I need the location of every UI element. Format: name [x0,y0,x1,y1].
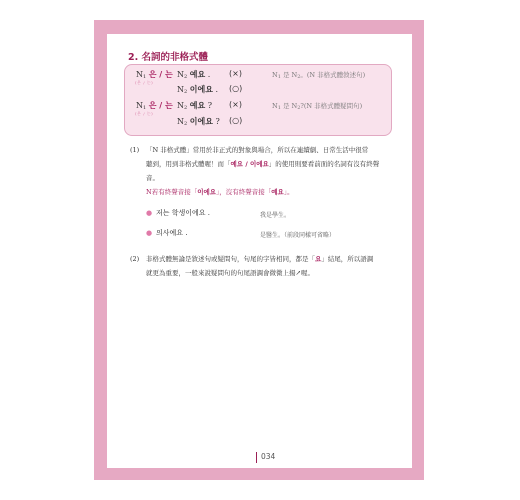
paragraph-2-line-1 [146,252,391,266]
gloss-noun-2-subscript: 2 [297,74,301,80]
text-run: 」，沒有終聲音接「 [216,188,272,196]
particle-hint: (은 / 는) [135,80,154,85]
gloss-tail: 。(N 非格式體敘述句) [300,71,366,79]
ending-without-batchim: 예요 [271,188,284,196]
pattern-row-2 [177,84,218,95]
gloss-noun-2: N [291,102,298,110]
gloss-verb: 是 [280,71,292,79]
ending-yo: 요 [315,255,322,263]
gloss-noun-2: N [291,71,298,79]
ending: 이에요 [189,85,213,94]
punctuation: . [215,85,219,94]
gloss-noun-1: N [272,102,278,110]
example-translation: 我是學生。 [260,212,291,219]
pattern-row-3 [136,100,173,111]
page-number-divider [256,452,257,463]
topic-particle: 은 / 는 [148,70,173,79]
example-translation: 是醫生。（前段同樣可省略） [260,232,336,239]
pattern-row-3-predicate [177,100,212,111]
pattern-row-1-predicate [177,69,210,80]
example-korean: 의사예요 . [156,229,188,237]
section-title: 2. 名詞的非格式體 [128,52,209,63]
punctuation: . [207,70,211,79]
paragraph-1-line-1: 「N 非格式體」常用於非正式的對象與場合，所以在連續劇、日常生活中很常 [146,146,369,154]
ending-with-batchim: 이에요 [197,188,217,196]
punctuation: ? [215,117,220,126]
paragraph-1 [146,143,391,185]
pattern-row-1 [136,69,173,80]
noun-1-subscript: 1 [143,74,147,80]
paragraph-1-line-2 [146,157,391,171]
ending-pair: 예요 / 이에요 [230,160,269,168]
bullet-icon: ● [146,209,153,217]
pattern-gloss-3 [272,101,362,111]
noun-2: N [177,117,184,126]
noun-2: N [177,70,184,79]
paragraph-2-number: (2) [130,255,140,263]
gloss-noun-2-subscript: 2 [297,105,301,111]
noun-1-subscript: 1 [143,105,147,111]
particle-hint: (은 / 는) [135,111,154,116]
noun-1: N [136,70,143,79]
gloss-noun-1-subscript: 1 [277,105,281,111]
noun-2: N [177,101,184,110]
gloss-noun-1: N [272,71,278,79]
example-korean: 저는 학생이에요 . [156,209,211,217]
text-run: 聽到，用到非格式體喔！而「 [146,160,231,168]
gloss-tail: ?(N 非格式體疑問句) [300,102,363,110]
pattern-gloss-1 [272,70,365,80]
text-run: 」。 [283,188,294,196]
noun-2-subscript: 2 [184,121,188,127]
text-run: 」的使用則要看前面的名詞有沒有終聲 [268,160,380,168]
text-run: N若有終聲音接「 [146,188,198,196]
correct-mark: (○) [229,116,243,125]
noun-2: N [177,85,184,94]
paragraph-1-line-3: 音。 [146,174,159,182]
gloss-noun-1-subscript: 1 [277,74,281,80]
noun-2-subscript: 2 [184,89,188,95]
text-run: 」結尾，所以語調 [321,255,374,263]
wrong-mark: (×) [229,69,242,78]
punctuation: ? [207,101,213,110]
paragraph-1-number: (1) [130,146,140,154]
page-number: 034 [261,452,276,461]
text-run: 非格式體無論是敘述句或疑問句，句尾的字皆相同，都是「 [146,255,315,263]
ending: 예요 [189,101,206,110]
bullet-icon: ● [146,229,153,237]
paragraph-2-line-2: 就更為重要，一般來說疑問句的句尾語調會微微上揚↗喔。 [146,269,314,277]
paragraph-2 [146,252,391,280]
gloss-verb: 是 [280,102,292,110]
topic-particle: 은 / 는 [148,101,173,110]
rule-note [146,187,294,196]
wrong-mark: (×) [229,100,242,109]
ending: 이에요 [189,117,213,126]
noun-2-subscript: 2 [184,105,188,111]
noun-1: N [136,101,143,110]
noun-2-subscript: 2 [184,74,188,80]
correct-mark: (○) [229,84,243,93]
pattern-row-4 [177,116,220,127]
ending: 예요 [189,70,206,79]
